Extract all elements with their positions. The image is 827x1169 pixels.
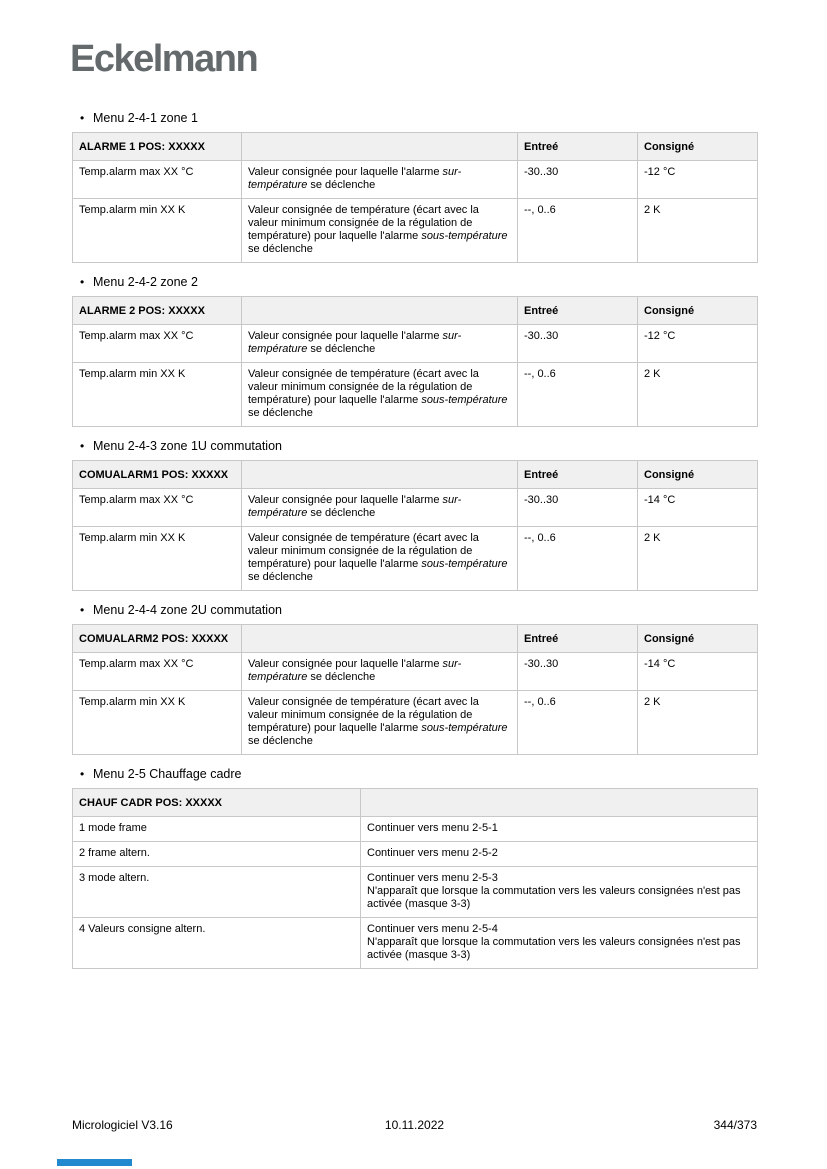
- column-header-consigne: Consigné: [638, 461, 758, 489]
- section-heading-menu-2-4-1: [80, 111, 757, 125]
- consigne-cell: -12 °C: [638, 325, 758, 363]
- consigne-cell: 2 K: [638, 527, 758, 591]
- item-cell: 4 Valeurs consigne altern.: [73, 918, 361, 969]
- footer-date: 10.11.2022: [384, 1118, 445, 1132]
- column-header-entree: Entreé: [518, 625, 638, 653]
- description-text: Valeur consignée de température (écart avec la valeur minimum consignée de la régulation de température) pour laquelle l'alarme: [248, 532, 479, 570]
- description-italic-text: sur-température: [248, 330, 462, 355]
- note-text: N'apparaît que lorsque la commutation vers les valeurs consignées n'est pas activée (masque 3-3): [367, 885, 741, 910]
- action-cell: [361, 842, 758, 867]
- entree-cell: -30..30: [518, 489, 638, 527]
- bullet-icon: •: [80, 111, 85, 125]
- description-text: Valeur consignée pour laquelle l'alarme: [248, 166, 443, 178]
- param-cell: Temp.alarm max XX °C: [73, 489, 242, 527]
- item-cell: 2 frame altern.: [73, 842, 361, 867]
- entree-cell: -30..30: [518, 653, 638, 691]
- table-row: [73, 489, 758, 527]
- section-heading-text: Menu 2-4-1 zone 1: [93, 111, 198, 125]
- item-cell: 1 mode frame: [73, 817, 361, 842]
- alarm-table-4: [72, 624, 758, 755]
- table-header-row: [73, 789, 758, 817]
- table-header-row: [73, 297, 758, 325]
- description-text: Valeur consignée pour laquelle l'alarme: [248, 494, 443, 506]
- section-heading-menu-2-5: [80, 767, 757, 781]
- table-row: [73, 653, 758, 691]
- bullet-icon: •: [80, 275, 85, 289]
- table-row: [73, 918, 758, 969]
- bullet-icon: •: [80, 767, 85, 781]
- table-header-row: [73, 461, 758, 489]
- alarm-table-2: [72, 296, 758, 427]
- description-italic-text: sous-température: [421, 558, 508, 570]
- description-cell: [242, 363, 518, 427]
- table-row: [73, 363, 758, 427]
- table-row: [73, 842, 758, 867]
- section-heading-text: Menu 2-4-2 zone 2: [93, 275, 198, 289]
- table-header-row: [73, 625, 758, 653]
- action-text: Continuer vers menu 2-5-4: [367, 923, 498, 935]
- table-row: [73, 817, 758, 842]
- entree-cell: --, 0..6: [518, 199, 638, 263]
- action-cell: [361, 918, 758, 969]
- param-cell: Temp.alarm min XX K: [73, 527, 242, 591]
- description-italic-text: sous-température: [421, 722, 508, 734]
- consigne-cell: -14 °C: [638, 489, 758, 527]
- entree-cell: --, 0..6: [518, 527, 638, 591]
- consigne-cell: 2 K: [638, 363, 758, 427]
- description-cell: [242, 653, 518, 691]
- description-text: se déclenche: [248, 243, 313, 255]
- description-text: se déclenche: [307, 671, 376, 683]
- note-text: N'apparaît que lorsque la commutation vers les valeurs consignées n'est pas activée (masque 3-3): [367, 936, 741, 961]
- description-text: Valeur consignée de température (écart avec la valeur minimum consignée de la régulation de température) pour laquelle l'alarme: [248, 204, 479, 242]
- description-cell: [242, 691, 518, 755]
- column-header-empty: [361, 789, 758, 817]
- param-cell: Temp.alarm max XX °C: [73, 161, 242, 199]
- description-cell: [242, 527, 518, 591]
- alarm-table-1: [72, 132, 758, 263]
- action-text: Continuer vers menu 2-5-2: [367, 847, 498, 859]
- eckelmann-logo: Eckelmann: [70, 38, 258, 80]
- table-row: [73, 527, 758, 591]
- consigne-cell: 2 K: [638, 199, 758, 263]
- column-header-entree: Entreé: [518, 133, 638, 161]
- action-cell: [361, 867, 758, 918]
- section-heading-menu-2-4-2: [80, 275, 757, 289]
- table-title: CHAUF CADR POS: XXXXX: [73, 789, 361, 817]
- description-italic-text: sur-température: [248, 658, 462, 683]
- consigne-cell: -14 °C: [638, 653, 758, 691]
- section-heading-menu-2-4-3: [80, 439, 757, 453]
- param-cell: Temp.alarm min XX K: [73, 363, 242, 427]
- description-cell: [242, 161, 518, 199]
- param-cell: Temp.alarm min XX K: [73, 199, 242, 263]
- footer-firmware-version: Micrologiciel V3.16: [72, 1118, 173, 1132]
- consigne-cell: -12 °C: [638, 161, 758, 199]
- section-heading-menu-2-4-4: [80, 603, 757, 617]
- description-cell: [242, 199, 518, 263]
- entree-cell: --, 0..6: [518, 363, 638, 427]
- description-italic-text: sous-température: [421, 230, 508, 242]
- param-cell: Temp.alarm min XX K: [73, 691, 242, 755]
- description-italic-text: sur-température: [248, 494, 462, 519]
- table-header-row: [73, 133, 758, 161]
- section-heading-text: Menu 2-5 Chauffage cadre: [93, 767, 242, 781]
- table-title: COMUALARM1 POS: XXXXX: [73, 461, 242, 489]
- description-text: se déclenche: [307, 507, 376, 519]
- table-row: [73, 161, 758, 199]
- table-title: ALARME 2 POS: XXXXX: [73, 297, 242, 325]
- column-header-consigne: Consigné: [638, 133, 758, 161]
- table-row: [73, 199, 758, 263]
- bullet-icon: •: [80, 439, 85, 453]
- column-header-empty: [242, 297, 518, 325]
- description-text: se déclenche: [248, 735, 313, 747]
- description-cell: [242, 325, 518, 363]
- entree-cell: --, 0..6: [518, 691, 638, 755]
- description-text: Valeur consignée pour laquelle l'alarme: [248, 330, 443, 342]
- param-cell: Temp.alarm max XX °C: [73, 325, 242, 363]
- description-text: se déclenche: [248, 571, 313, 583]
- section-heading-text: Menu 2-4-4 zone 2U commutation: [93, 603, 282, 617]
- column-header-empty: [242, 461, 518, 489]
- section-heading-text: Menu 2-4-3 zone 1U commutation: [93, 439, 282, 453]
- table-row: [73, 691, 758, 755]
- table-title: COMUALARM2 POS: XXXXX: [73, 625, 242, 653]
- entree-cell: -30..30: [518, 325, 638, 363]
- description-text: Valeur consignée de température (écart avec la valeur minimum consignée de la régulation de température) pour laquelle l'alarme: [248, 368, 479, 406]
- bullet-icon: •: [80, 603, 85, 617]
- description-italic-text: sous-température: [421, 394, 508, 406]
- description-text: se déclenche: [307, 179, 376, 191]
- description-text: se déclenche: [307, 343, 376, 355]
- description-text: se déclenche: [248, 407, 313, 419]
- column-header-empty: [242, 133, 518, 161]
- column-header-consigne: Consigné: [638, 625, 758, 653]
- description-text: Valeur consignée pour laquelle l'alarme: [248, 658, 443, 670]
- column-header-entree: Entreé: [518, 461, 638, 489]
- footer-page-number: 344/373: [713, 1118, 757, 1132]
- page-footer: [72, 1118, 757, 1134]
- description-text: Valeur consignée de température (écart avec la valeur minimum consignée de la régulation de température) pour laquelle l'alarme: [248, 696, 479, 734]
- alarm-table-3: [72, 460, 758, 591]
- description-cell: [242, 489, 518, 527]
- column-header-empty: [242, 625, 518, 653]
- action-text: Continuer vers menu 2-5-3: [367, 872, 498, 884]
- item-cell: 3 mode altern.: [73, 867, 361, 918]
- action-text: Continuer vers menu 2-5-1: [367, 822, 498, 834]
- page-content: [72, 105, 757, 969]
- consigne-cell: 2 K: [638, 691, 758, 755]
- table-row: [73, 325, 758, 363]
- chauffage-table: [72, 788, 758, 969]
- action-cell: [361, 817, 758, 842]
- description-italic-text: sur-température: [248, 166, 462, 191]
- column-header-entree: Entreé: [518, 297, 638, 325]
- entree-cell: -30..30: [518, 161, 638, 199]
- table-row: [73, 867, 758, 918]
- column-header-consigne: Consigné: [638, 297, 758, 325]
- footer-accent-bar: [57, 1159, 132, 1166]
- param-cell: Temp.alarm max XX °C: [73, 653, 242, 691]
- table-title: ALARME 1 POS: XXXXX: [73, 133, 242, 161]
